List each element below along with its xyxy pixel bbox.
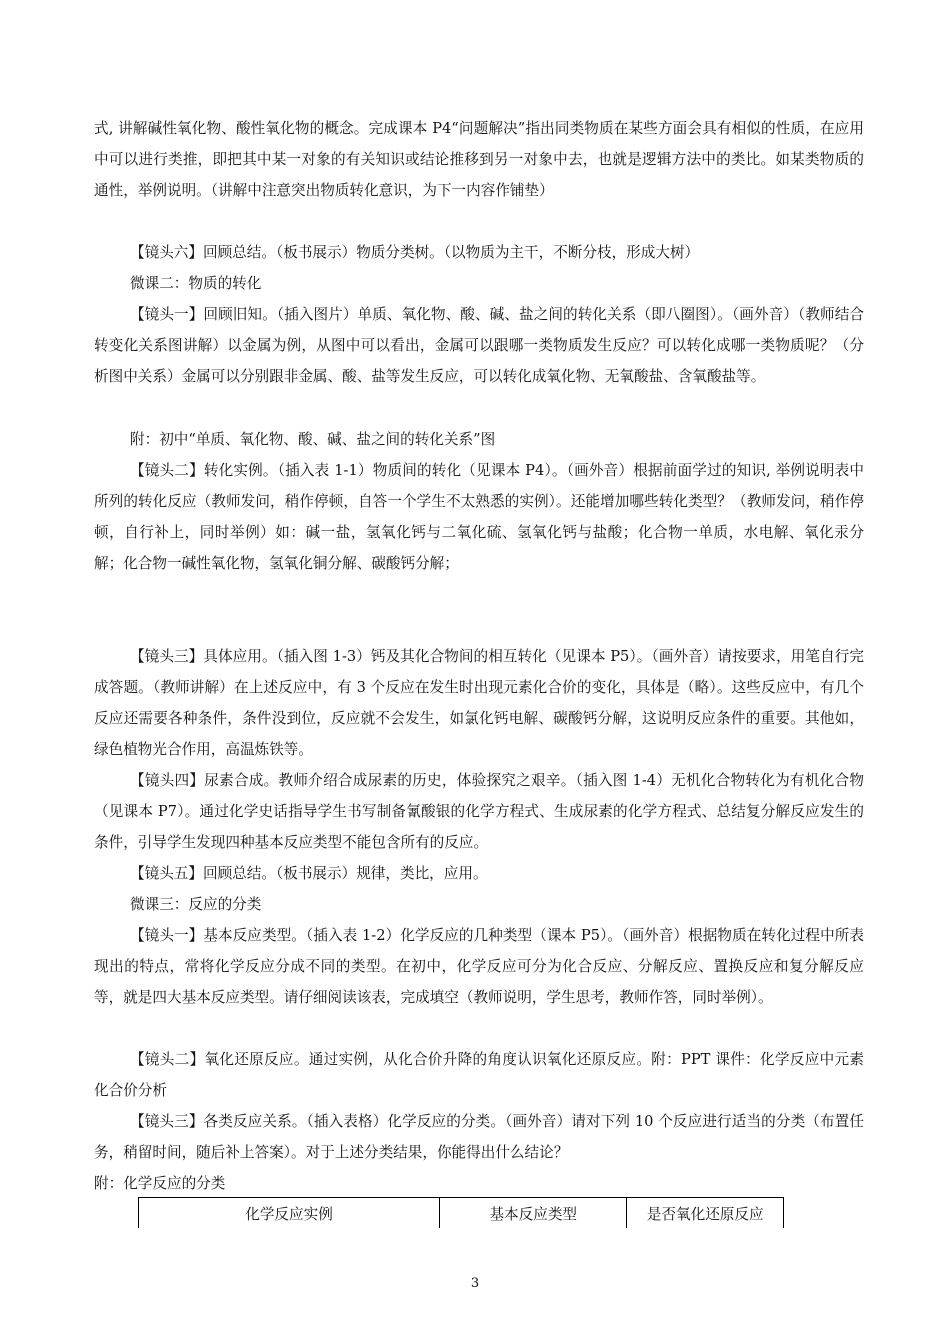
reaction-classification-table — [138, 1197, 784, 1228]
paragraph-shot-one-review: 【镜头一】回顾旧知。（插入图片）单质、氧化物、酸、碱、盐之间的转化关系（即八圈图）。（画外音）（教师结合转变化关系图讲解）以金属为例，从图中可以看出，金属可以跟哪一类物质发生反应？可以转化成哪一类物质呢？（分析图中关系）金属可以分别跟非金属、酸、盐等发生反应，可以转化成氧化物、无氧酸盐、含氧酸盐等。 — [94, 306, 864, 385]
header-is-redox: 是否氧化还原反应 — [627, 1198, 784, 1229]
paragraph-reaction-relations: 【镜头三】各类反应关系。（插入表格）化学反应的分类。（画外音）请对下列 10 个反应进行适当的分类（布置任务，稍留时间，随后补上答案）。对于上述分类结果，你能得出什么结论？ — [94, 1113, 864, 1161]
paragraph-shot-four-urea: 【镜头四】尿素合成。教师介绍合成尿素的历史，体验探究之艰辛。（插入图 1-4）无机化合物转化为有机化合物（见课本 P7）。通过化学史话指导学生书写制备氰酸银的化学方程式、生成尿素的化学方程式、总结复分解反应发生的条件，引导学生发现四种基本反应类型不能包含所有的反应。 — [94, 772, 864, 851]
paragraph-intro-continuation: 式, 讲解碱性氧化物、酸性氧化物的概念。完成课本 P4“问题解决”指出同类物质在某些方面会具有相似的性质，在应用中可以进行类推，即把其中某一对象的有关知识或结论推移到另一对象中去，也就是逻辑方法中的类比。如某类物质的通性，举例说明。（讲解中注意突出物质转化意识，为下一内容作铺垫） — [94, 120, 864, 199]
paragraph-basic-reaction-types: 【镜头一】基本反应类型。（插入表 1-2）化学反应的几种类型（课本 P5）。（画外音）根据物质在转化过程中所表现出的特点，常将化学反应分成不同的类型。在初中，化学反应可分为化合反应、分解反应、置换反应和复分解反应等，就是四大基本反应类型。请仔细阅读该表，完成填空（教师说明，学生思考，教师作答，同时举例）。 — [94, 927, 864, 1006]
paragraph-redox-reactions: 【镜头二】氧化还原反应。通过实例，从化合价升降的角度认识氧化还原反应。附：PPT 课件：化学反应中元素化合价分析 — [94, 1051, 864, 1099]
heading-micro-lesson-three: 微课三：反应的分类 — [130, 896, 262, 913]
table-caption: 附：化学反应的分类 — [94, 1175, 226, 1192]
paragraph-shot-six-summary: 【镜头六】回顾总结。（板书展示）物质分类树。（以物质为主干，不断分枝，形成大树） — [130, 244, 700, 261]
paragraph-shot-two-examples: 【镜头二】转化实例。（插入表 1-1）物质间的转化（见课本 P4）。（画外音）根据前面学过的知识, 举例说明表中所列的转化反应（教师发问，稍作停顿，自答一个学生不太熟悉的实例）。还能增加哪些转化类型？（教师发问，稍作停顿，自行补上，同时举例）如：碱一盐，氢氧化钙与二氧化硫、氢氧化钙与盐酸；化合物一单质，水电解、氧化汞分解；化合物一碱性氧化物，氢氧化铜分解、碳酸钙分解； — [94, 462, 864, 572]
table-header-row — [139, 1198, 784, 1229]
paragraph-shot-three-application: 【镜头三】具体应用。（插入图 1-3）钙及其化合物间的相互转化（见课本 P5）。（画外音）请按要求，用笔自行完成答题。（教师讲解）在上述反应中，有 3 个反应在发生时出现元素化合价的变化，具体是（略）。这些反应中，有几个反应还需要各种条件，条件没到位，反应就不会发生，如氯化钙电解、碳酸钙分解，这说明反应条件的重要。其他如，绿色植物光合作用，高温炼铁等。 — [94, 648, 864, 758]
page-number: 3 — [470, 1276, 480, 1291]
heading-micro-lesson-two: 微课二：物质的转化 — [130, 275, 262, 292]
header-reaction-example: 化学反应实例 — [139, 1198, 440, 1229]
header-basic-reaction-type: 基本反应类型 — [440, 1198, 627, 1229]
paragraph-appendix-conversion-chart: 附：初中“单质、氧化物、酸、碱、盐之间的转化关系”图 — [130, 431, 496, 448]
paragraph-shot-five-summary: 【镜头五】回顾总结。（板书展示）规律，类比，应用。 — [130, 865, 488, 882]
